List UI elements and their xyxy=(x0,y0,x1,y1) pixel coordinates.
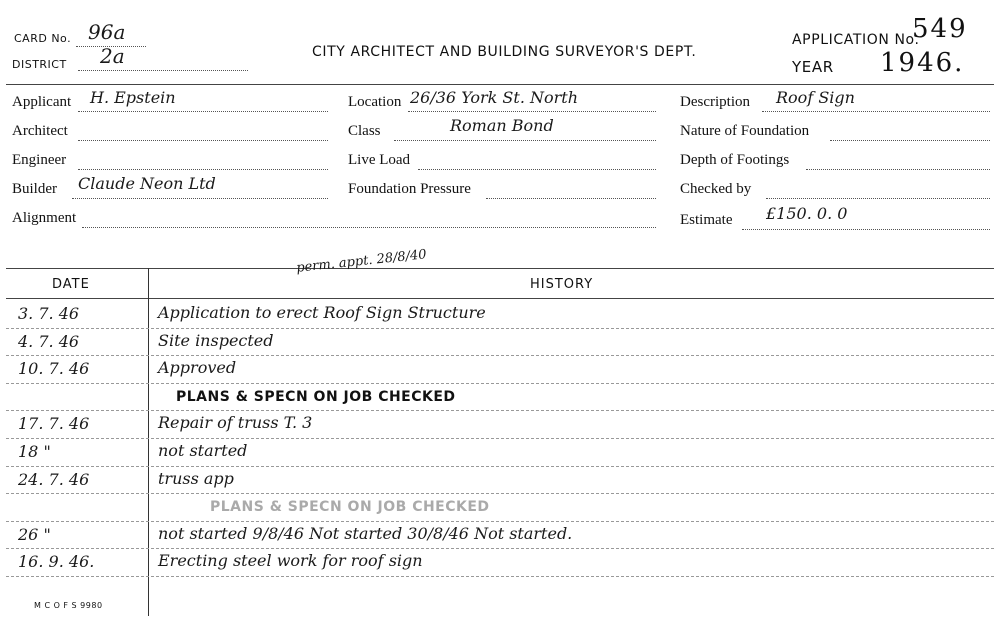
applicant-label: Applicant xyxy=(12,94,72,110)
history-entry: Approved xyxy=(158,358,237,378)
location-label: Location xyxy=(348,94,402,110)
description-label: Description xyxy=(680,94,750,110)
history-date: 18 " xyxy=(18,442,51,461)
year-label: YEAR xyxy=(792,58,834,76)
history-entry: Erecting steel work for roof sign xyxy=(158,551,423,571)
history-entry: Repair of truss T. 3 xyxy=(158,413,313,433)
history-row-rule xyxy=(6,466,994,467)
history-row-rule xyxy=(6,521,994,522)
history-date: 26 " xyxy=(18,524,51,544)
class-value: Roman Bond xyxy=(450,116,554,135)
history-entry: PLANS & SPECN ON JOB CHECKED xyxy=(176,388,456,405)
description-line xyxy=(762,111,990,112)
year-value: 1946. xyxy=(880,48,965,78)
engineer-label: Engineer xyxy=(12,152,67,168)
nature-of-foundation-label: Nature of Foundation xyxy=(680,123,810,139)
depth-of-footings-line xyxy=(806,169,990,170)
application-number: 549 xyxy=(912,14,968,44)
checked-by-label: Checked by xyxy=(680,181,752,197)
history-row-rule xyxy=(6,355,994,356)
alignment-label: Alignment xyxy=(12,210,77,226)
builder-line xyxy=(72,198,328,199)
history-date: 3. 7. 46 xyxy=(18,304,80,323)
history-date: 10. 7. 46 xyxy=(18,359,90,379)
district-value: 2a xyxy=(100,44,125,68)
foundation-pressure-label: Foundation Pressure xyxy=(348,181,471,197)
card-no-label: CARD No. xyxy=(14,32,72,45)
department-title: CITY ARCHITECT AND BUILDING SURVEYOR'S DEPT. xyxy=(312,44,697,60)
estimate-label: Estimate xyxy=(680,212,733,228)
estimate-line xyxy=(742,229,990,230)
history-entry: truss app xyxy=(158,468,234,488)
history-row-rule xyxy=(6,328,994,329)
live-load-line xyxy=(418,169,656,170)
engineer-line xyxy=(78,169,328,170)
depth-of-footings-label: Depth of Footings xyxy=(680,152,790,168)
district-line xyxy=(78,70,248,71)
history-row-rule xyxy=(6,576,994,577)
foundation-pressure-line xyxy=(486,198,656,199)
description-value: Roof Sign xyxy=(776,88,855,107)
history-entry: not started xyxy=(158,441,248,460)
class-label: Class xyxy=(348,123,381,139)
header-divider xyxy=(6,84,994,85)
live-load-label: Live Load xyxy=(348,152,411,168)
history-date: 24. 7. 46 xyxy=(18,469,90,489)
architect-line xyxy=(78,140,328,141)
history-date: 17. 7. 46 xyxy=(18,414,90,434)
history-entry: Application to erect Roof Sign Structure xyxy=(158,303,486,322)
builder-label: Builder xyxy=(12,181,57,197)
architect-label: Architect xyxy=(12,123,68,139)
history-row-rule xyxy=(6,383,994,384)
history-top-rule xyxy=(6,268,994,269)
alignment-line xyxy=(82,227,656,228)
applicant-value: H. Epstein xyxy=(90,88,176,107)
application-label: APPLICATION No. xyxy=(792,32,920,48)
district-label: DISTRICT xyxy=(12,58,67,71)
estimate-value: £150. 0. 0 xyxy=(766,204,848,223)
history-entry: PLANS & SPECN ON JOB CHECKED xyxy=(210,499,490,516)
history-entry: Site inspected xyxy=(158,330,274,350)
applicant-line xyxy=(78,111,328,112)
checked-by-line xyxy=(766,198,990,199)
history-entry: not started 9/8/46 Not started 30/8/46 Not started. xyxy=(158,523,573,543)
history-date: 4. 7. 46 xyxy=(18,331,80,351)
history-row-rule xyxy=(6,438,994,439)
date-column-header: DATE xyxy=(52,277,90,292)
history-row-rule xyxy=(6,493,994,494)
class-line xyxy=(394,140,656,141)
form-code: M C O F S 9980 xyxy=(34,601,103,610)
history-row-rule xyxy=(6,548,994,549)
history-date: 16. 9. 46. xyxy=(18,552,95,572)
history-header-rule xyxy=(6,298,994,299)
date-column-divider xyxy=(148,268,149,616)
margin-note: perm. appt. 28/8/40 xyxy=(295,247,428,276)
history-column-header: HISTORY xyxy=(530,277,594,292)
location-line xyxy=(408,111,656,112)
card-no-value: 96a xyxy=(88,20,126,44)
nature-of-foundation-line xyxy=(830,140,990,141)
builder-value: Claude Neon Ltd xyxy=(78,174,216,193)
history-row-rule xyxy=(6,410,994,411)
location-value: 26/36 York St. North xyxy=(410,88,579,107)
